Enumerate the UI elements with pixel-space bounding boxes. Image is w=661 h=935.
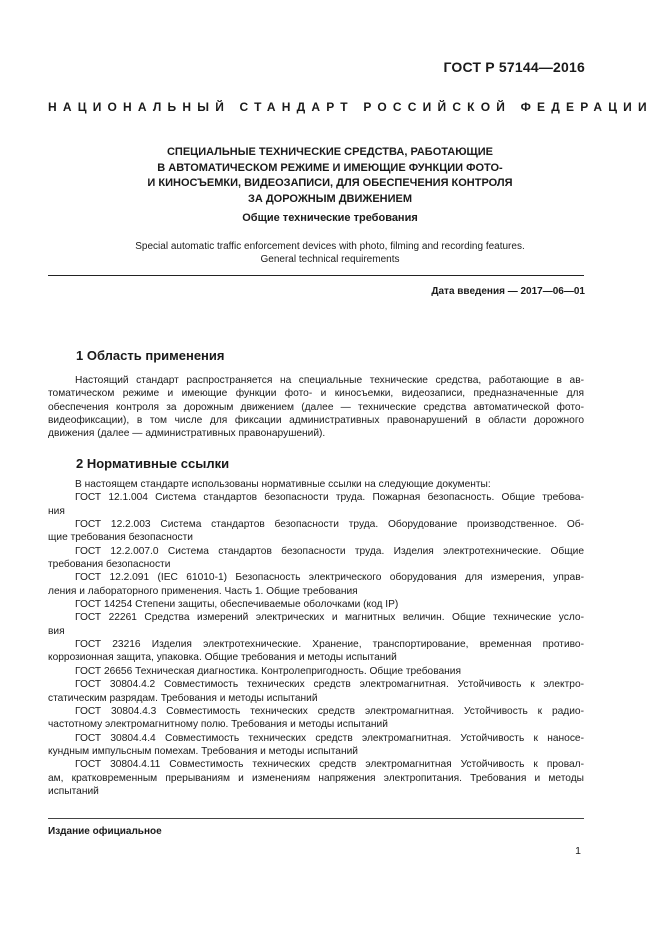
document-number: ГОСТ Р 57144—2016 [443,59,585,75]
reference-line: ГОСТ 14254 Степени защиты, обеспечиваемые оболочками (код IP) [75,599,399,611]
reference-line: коррозионная защита, упаковка. Общие требования и методы испытаний [48,652,397,664]
section-2-body [48,478,584,798]
title-line: В АВТОМАТИЧЕСКОМ РЕЖИМЕ И ИМЕЮЩИЕ ФУНКЦИИ ФОТО- [157,161,503,174]
reference-line: ГОСТ 22261 Средства измерений электрических и магнитных величин. Общие технические усло- [75,612,584,624]
reference-line: испытаний [48,785,99,797]
title-en-line: Special automatic traffic enforcement devices with photo, filming and recording features. [135,241,525,252]
document-title-ru [100,145,560,207]
text-line: томатическом режиме и имеющие функции фото- и киносъемки, видеозаписи, предназначенные для [48,388,584,400]
section-2-heading: 2 Нормативные ссылки [76,456,230,471]
reference-line: ГОСТ 12.1.004 Система стандартов безопасности труда. Пожарная безопасность. Общие требова- [75,492,584,504]
reference-line: ГОСТ 23216 Изделия электротехнические. Хранение, транспортирование, временная противо- [75,639,584,651]
reference-line: статическим разрядам. Требования и методы испытаний [48,692,318,704]
reference-line: ГОСТ 30804.4.4 Совместимость технических средств электромагнитная. Устойчивость к наносе- [75,732,584,744]
reference-line: частотному электромагнитному полю. Требования и методы испытаний [48,719,388,731]
reference-line: ГОСТ 26656 Техническая диагностика. Контролепригодность. Общие требования [75,665,462,677]
reference-line: ГОСТ 12.2.007.0 Система стандартов безопасности труда. Изделия электротехнические. Общие [75,545,584,557]
text-line: Настоящий стандарт распространяется на специальные технические средства, работающие в ав- [75,375,584,386]
document-title-en [60,240,600,266]
reference-line: ления и лабораторного применения. Часть 1. Общие требования [48,585,358,597]
national-standard-heading: НАЦИОНАЛЬНЫЙ СТАНДАРТ РОССИЙСКОЙ ФЕДЕРАЦИИ [48,100,653,114]
text-line: видеофиксации), в том числе для фиксации административных правонарушений в области дорожного [48,414,584,426]
reference-line: ГОСТ 12.2.003 Система стандартов безопасности труда. Оборудование производственное. Об- [75,519,584,531]
title-line: СПЕЦИАЛЬНЫЕ ТЕХНИЧЕСКИЕ СРЕДСТВА, РАБОТАЮЩИЕ [166,146,494,158]
reference-line: ГОСТ 30804.4.11 Совместимость технических средств электромагнитная Устойчивость к провал- [75,759,584,771]
reference-line: ГОСТ 30804.4.3 Совместимость технических средств электромагнитная. Устойчивость к радио- [75,705,584,717]
text-line: В настоящем стандарте использованы нормативные ссылки на следующие документы: [75,479,491,490]
reference-line: требования безопасности [48,559,171,571]
reference-line: ам, кратковременным прерываниям и изменениям напряжения электропитания. Требования и методы [48,772,584,784]
reference-line: щие требования безопасности [48,532,193,544]
reference-line: ния [48,505,65,517]
section-1-body [48,374,584,440]
introduction-date: Дата введения — 2017—06—01 [431,286,585,297]
title-line: ЗА ДОРОЖНЫМ ДВИЖЕНИЕМ [247,192,413,205]
text-line: обеспечения контроля за дорожным движением (далее — технические средства автоматической фото- [48,401,584,413]
header-divider [48,275,584,276]
text-line: движения (далее — административных правонарушений). [48,428,326,440]
title-en-line: General technical requirements [260,254,400,265]
page-number: 1 [575,845,581,857]
reference-line: вия [48,625,65,637]
reference-line: ГОСТ 30804.4.2 Совместимость технических средств электромагнитная. Устойчивость к электро- [75,679,584,691]
footer-divider [48,818,584,819]
section-1-heading: 1 Область применения [76,348,225,363]
title-line: И КИНОСЪЕМКИ, ВИДЕОЗАПИСИ, ДЛЯ ОБЕСПЕЧЕНИЯ КОНТРОЛЯ [147,177,513,189]
document-subtitle: Общие технические требования [242,212,418,224]
official-edition-label: Издание официальное [48,826,162,837]
reference-line: кундным импульсным помехам. Требования и методы испытаний [48,745,358,757]
reference-line: ГОСТ 12.2.091 (IEC 61010-1) Безопасность электрического оборудования для измерения, управ- [75,572,584,584]
